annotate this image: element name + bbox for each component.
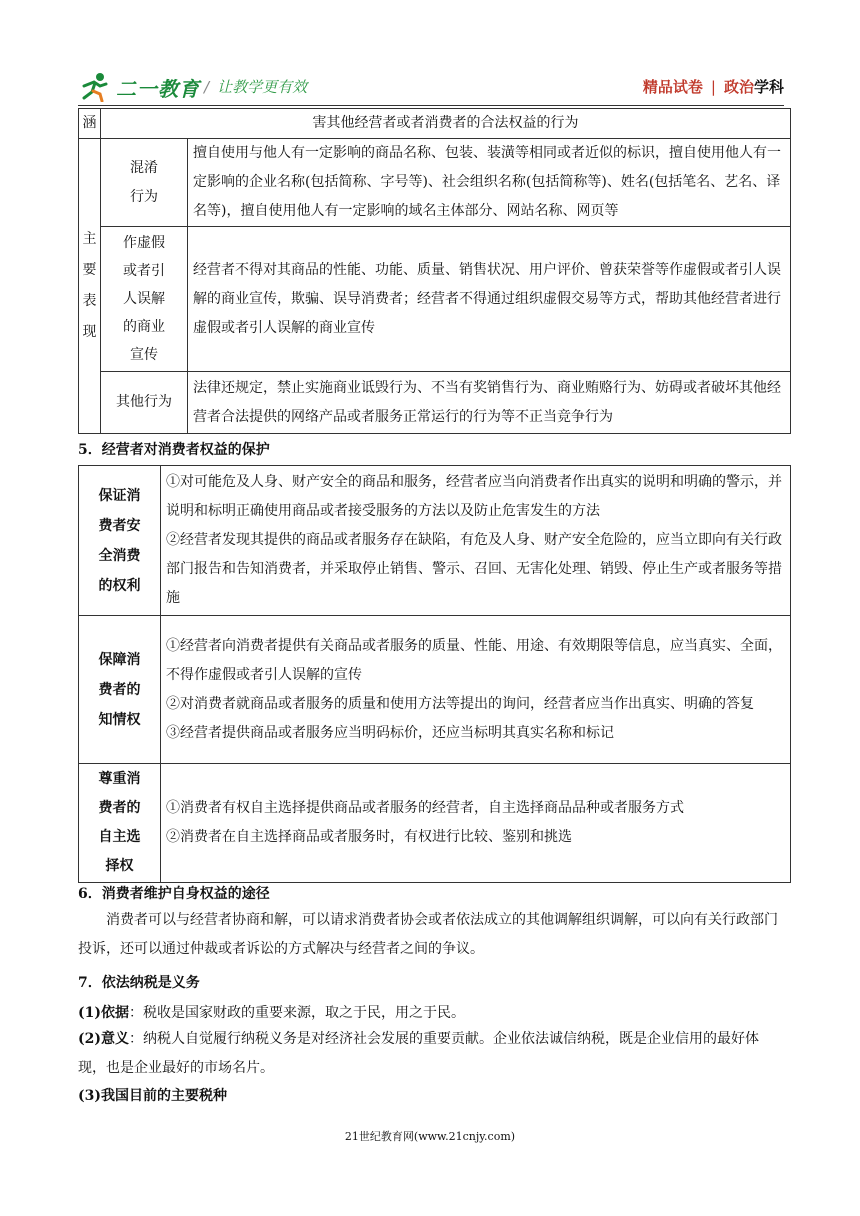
row-label: 其他行为	[101, 372, 188, 434]
s7-taxes-title: (3)我国目前的主要税种	[78, 1088, 227, 1104]
unfair-competition-table	[78, 108, 791, 434]
logo-text: 二一教育	[116, 76, 200, 101]
group-label	[79, 139, 101, 434]
table-row	[79, 109, 791, 139]
section-7-title: 7．依法纳税是义务	[78, 975, 200, 991]
row-label-text: 作虚假或者引人误解的商业宣传	[123, 235, 165, 363]
logo	[78, 70, 200, 104]
page-footer: 21世纪教育网(www.21cnjy.com)	[344, 1130, 516, 1143]
table-row	[79, 616, 791, 764]
section-6-title: 6．消费者维护自身权益的途径	[78, 886, 270, 902]
list-item: ③经营者提供商品或者服务应当明码标价，还应当标明其真实名称和标记	[166, 724, 614, 741]
section-5-title: 5．经营者对消费者权益的保护	[78, 442, 270, 458]
row-content: 经营者不得对其商品的性能、功能、质量、销售状况、用户评价、曾获荣誉等作虚假或者引人误解的商业宣传，欺骗、误导消费者；经营者不得通过组织虚假交易等方式，帮助其他经营者进行虚假或者引人误解的商业宣传	[188, 227, 791, 372]
subject-tag: 精品试卷 | 政治学科	[642, 78, 784, 96]
row-content	[161, 764, 791, 883]
row-content: 法律还规定，禁止实施商业诋毁行为、不当有奖销售行为、商业贿赂行为、妨碍或者破坏其他经营者合法提供的网络产品或者服务正常运行的行为等不正当竞争行为	[188, 372, 791, 434]
s7-meaning-label: (2)意义	[78, 1031, 129, 1047]
list-item: ①对可能危及人身、财产安全的商品和服务，经营者应当向消费者作出真实的说明和明确的警示，并说明和标明正确使用商品或者接受服务的方法以及防止危害发生的方法	[166, 474, 782, 519]
header-divider	[78, 105, 784, 106]
row-content: 擅自使用与他人有一定影响的商品名称、包装、装潢等相同或者近似的标识，擅自使用他人有一定影响的企业名称(包括简称、字号等)、社会组织名称(包括简称等)、姓名(包括笔名、艺名、译名等)，擅自使用他人有一定影响的域名主体部分、网站名称、网页等	[188, 139, 791, 227]
row-label-text: 混淆行为	[130, 159, 158, 205]
row-content	[161, 466, 791, 616]
section-6-text: 消费者可以与经营者协商和解，可以请求消费者协会或者依法成立的其他调解组织调解，可以向有关行政部门投诉，还可以通过仲裁或者诉讼的方式解决与经营者之间的争议。	[78, 912, 778, 957]
slogan: / 让教学更有效	[204, 78, 308, 96]
list-item: ②对消费者就商品或者服务的质量和使用方法等提出的询问，经营者应当作出真实、明确的答复	[166, 695, 754, 712]
s7-meaning	[78, 1025, 784, 1083]
row-label-text: 保证消费者安全消费的权利	[98, 487, 141, 594]
list-item: ①经营者向消费者提供有关商品或者服务的质量、性能、用途、有效期限等信息，应当真实、全面，不得作虚假或者引人误解的宣传	[166, 637, 782, 683]
s7-basis-label: (1)依据	[78, 1005, 129, 1021]
table-row	[79, 764, 791, 883]
row-label-text: 保障消费者的知情权	[98, 651, 141, 728]
table-row	[79, 227, 791, 372]
tag-subject: 政治	[723, 78, 754, 96]
row-label	[79, 764, 161, 883]
slogan-text: 让教学更有效	[217, 78, 308, 96]
row-label: 涵	[79, 109, 101, 139]
list-item: ①消费者有权自主选择提供商品或者服务的经营者，自主选择商品品种或者服务方式	[166, 800, 684, 816]
row-label	[101, 139, 188, 227]
s7-meaning-text: ：纳税人自觉履行纳税义务是对经济社会发展的重要贡献。企业依法诚信纳税，既是企业信用的最好体现，也是企业最好的市场名片。	[78, 1031, 759, 1076]
row-label	[79, 616, 161, 764]
tag-subject-suffix: 学科	[753, 78, 784, 96]
row-content	[161, 616, 791, 764]
row-label	[79, 466, 161, 616]
tag-left: 精品试卷	[642, 78, 703, 96]
row-content: 害其他经营者或者消费者的合法权益的行为	[101, 109, 791, 139]
runner-logo-icon	[78, 72, 112, 102]
table-row	[79, 139, 791, 227]
table-row	[79, 466, 791, 616]
s7-basis-text: ：税收是国家财政的重要来源，取之于民，用之于民。	[129, 1005, 465, 1021]
list-item: ②经营者发现其提供的商品或者服务存在缺陷，有危及人身、财产安全危险的，应当立即向有关行政部门报告和告知消费者，并采取停止销售、警示、召回、无害化处理、销毁、停止生产或者服务等措施	[166, 532, 782, 606]
row-label	[101, 227, 188, 372]
group-label-text: 主要表现	[82, 231, 97, 340]
s7-basis	[78, 1003, 465, 1023]
row-label-text: 尊重消费者的自主选择权	[98, 771, 141, 874]
table-row	[79, 372, 791, 434]
consumer-rights-table	[78, 465, 791, 883]
page-header	[78, 70, 784, 106]
list-item: ②消费者在自主选择商品或者服务时，有权进行比较、鉴别和挑选	[166, 829, 572, 845]
